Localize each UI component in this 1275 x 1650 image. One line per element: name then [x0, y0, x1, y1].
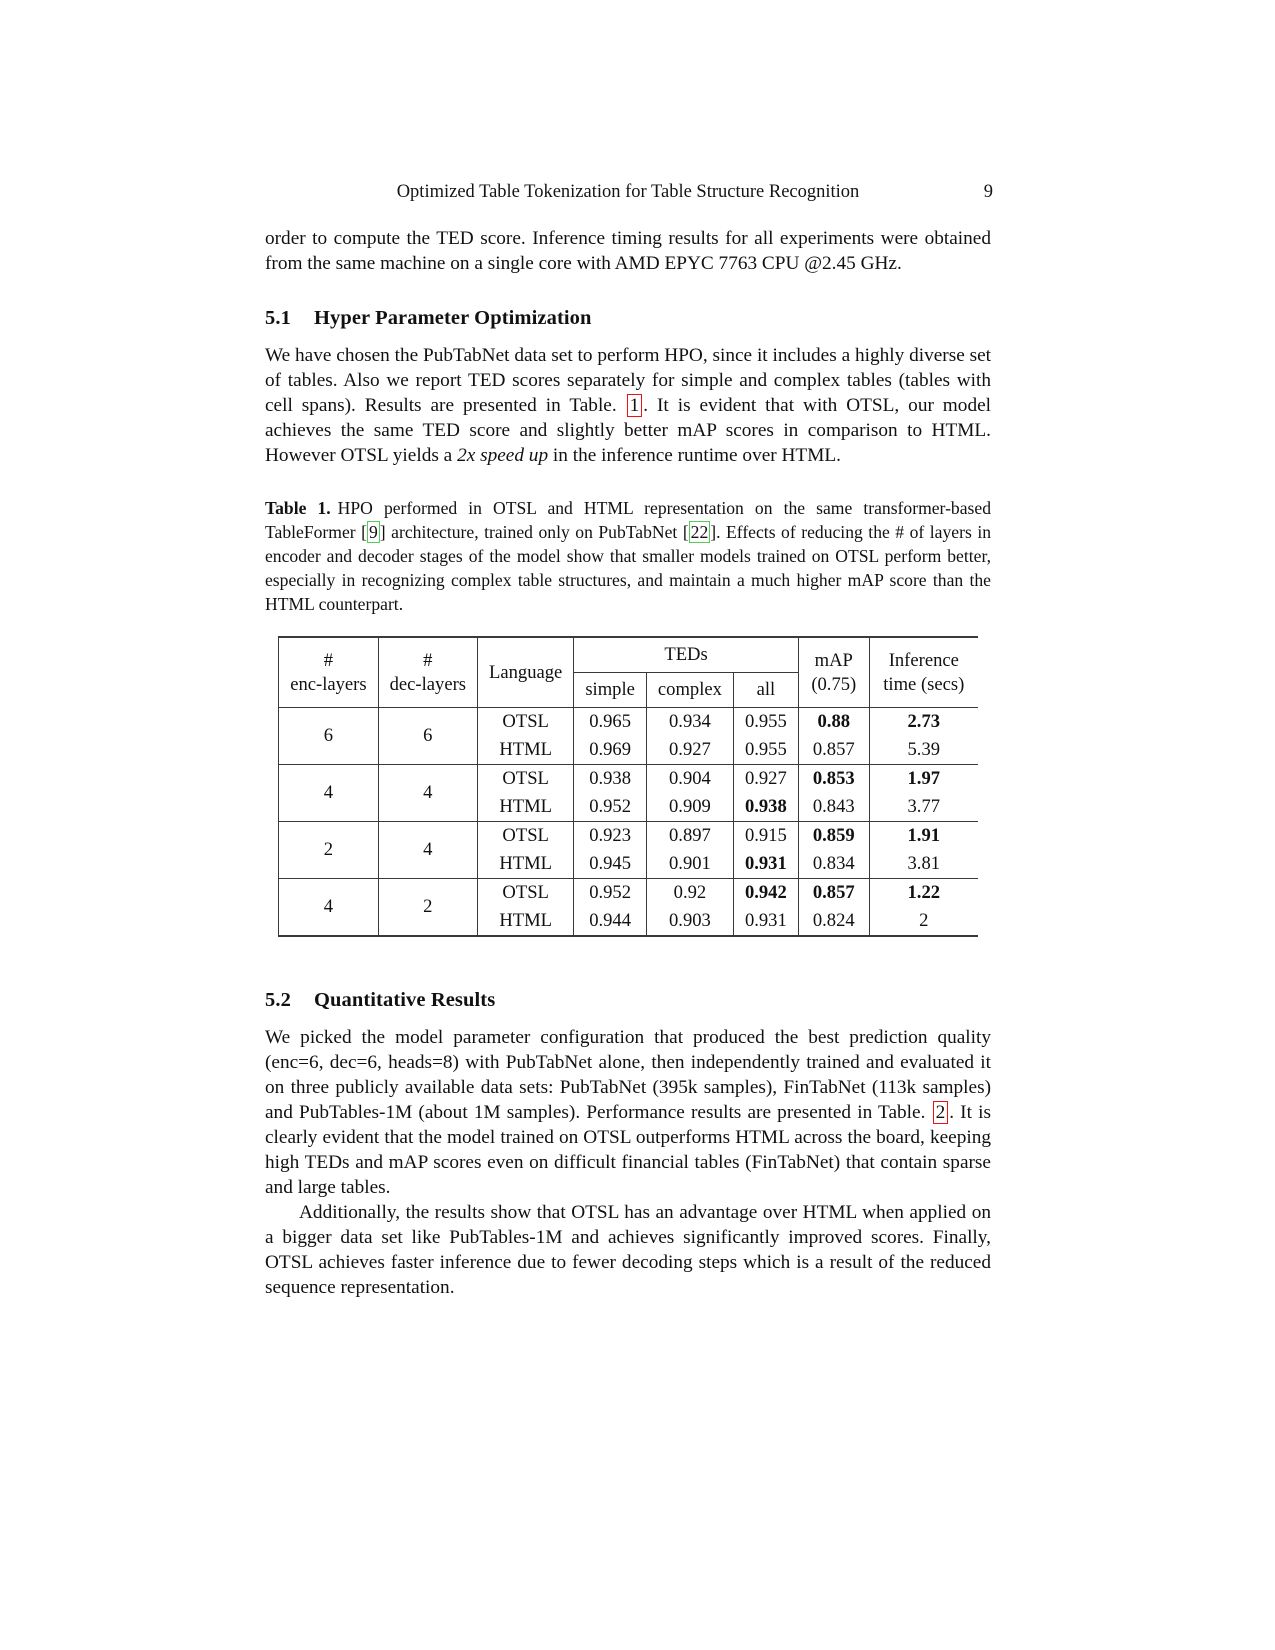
table1-wrap — [265, 636, 991, 937]
text-segment: architecture, trained only on PubTabNet — [385, 522, 683, 542]
cell-map: 0.88 — [798, 708, 869, 737]
cell-lang: OTSL — [478, 765, 574, 794]
cell-time: 1.22 — [869, 879, 978, 908]
text-column — [265, 181, 991, 1300]
cell-simple: 0.938 — [574, 765, 647, 794]
section-title: Quantitative Results — [313, 989, 496, 1011]
table-row — [279, 879, 978, 908]
running-head-title: Optimized Table Tokenization for Table Structure Recognition — [396, 182, 860, 202]
cell-dec-layers: 4 — [378, 765, 477, 822]
cell-complex: 0.927 — [646, 736, 733, 765]
cell-complex: 0.897 — [646, 822, 733, 851]
header-teds-all: all — [733, 673, 798, 708]
section-51-paragraph — [265, 343, 991, 468]
cell-dec-layers: 4 — [378, 822, 477, 879]
text-segment: . It is evident that with OTSL, our model achieves the same TED score and slightly better mAP scores in comparison to HTML. However OTSL yields a — [265, 395, 991, 466]
cell-complex: 0.934 — [646, 708, 733, 737]
results-table — [278, 636, 978, 937]
cell-time: 2.73 — [869, 708, 978, 737]
cell-map: 0.843 — [798, 793, 869, 822]
text-segment: ] — [379, 522, 386, 542]
table-ref-link[interactable]: 1 — [627, 394, 643, 417]
cell-lang: OTSL — [478, 822, 574, 851]
table-row — [279, 765, 978, 794]
table-header — [279, 637, 978, 708]
cell-complex: 0.909 — [646, 793, 733, 822]
cell-map: 0.857 — [798, 736, 869, 765]
cell-lang: HTML — [478, 793, 574, 822]
cell-enc-layers: 4 — [279, 879, 378, 937]
text-segment: . Effects of reducing the # of layers in encoder and decoder stages of the model show that smaller models trained on OTSL perform better, especially in recognizing complex table structures, and maintain a much higher mAP score than the HTML counterpart. — [265, 522, 992, 614]
cell-simple: 0.923 — [574, 822, 647, 851]
table-ref-link[interactable]: 2 — [933, 1101, 949, 1124]
cell-lang: HTML — [478, 850, 574, 879]
table-row — [279, 822, 978, 851]
cell-dec-layers: 6 — [378, 708, 477, 765]
section-title: Hyper Parameter Optimization — [313, 307, 592, 329]
text-segment: [ — [361, 522, 367, 542]
running-head — [265, 181, 991, 203]
section-number: 5.2 — [265, 989, 291, 1011]
text-segment: HPO performed in OTSL and HTML representation on the same transformer-based TableFormer — [265, 498, 991, 542]
cell-time: 2 — [869, 907, 978, 936]
cell-simple: 0.945 — [574, 850, 647, 879]
page-number: 9 — [983, 182, 993, 202]
cell-simple: 0.969 — [574, 736, 647, 765]
text-segment: . It is clearly evident that the model trained on OTSL outperforms HTML across the board, keeping high TEDs and mAP scores even on difficult financial tables (FinTabNet) that contain sparse and large tables. — [265, 1102, 991, 1198]
cell-time: 3.81 — [869, 850, 978, 879]
cell-enc-layers: 2 — [279, 822, 378, 879]
header-map: mAP (0.75) — [798, 637, 869, 708]
cell-simple: 0.952 — [574, 793, 647, 822]
cell-lang: HTML — [478, 907, 574, 936]
cell-enc-layers: 6 — [279, 708, 378, 765]
text-segment: [ — [682, 522, 689, 542]
text-segment: ] — [710, 522, 717, 542]
text-segment: Table 1. — [265, 498, 331, 518]
header-teds-simple: simple — [574, 673, 647, 708]
cell-all: 0.942 — [733, 879, 798, 908]
header-teds-complex: complex — [646, 673, 733, 708]
cell-all: 0.955 — [733, 736, 798, 765]
cell-simple: 0.944 — [574, 907, 647, 936]
cell-map: 0.834 — [798, 850, 869, 879]
cell-simple: 0.952 — [574, 879, 647, 908]
cell-complex: 0.903 — [646, 907, 733, 936]
header-teds: TEDs — [574, 637, 798, 673]
header-inference-time: Inference time (secs) — [869, 637, 978, 708]
section-heading-51 — [265, 307, 991, 330]
cell-map: 0.859 — [798, 822, 869, 851]
text-segment: 2x speed up — [457, 445, 549, 466]
cell-lang: OTSL — [478, 708, 574, 737]
cell-complex: 0.901 — [646, 850, 733, 879]
citation-link[interactable]: 22 — [690, 522, 709, 542]
citation-link[interactable]: 9 — [369, 522, 378, 542]
cell-complex: 0.904 — [646, 765, 733, 794]
header-dec-layers: # dec-layers — [378, 637, 477, 708]
cell-lang: HTML — [478, 736, 574, 765]
cell-all: 0.955 — [733, 708, 798, 737]
table1-caption — [265, 496, 991, 616]
cell-time: 5.39 — [869, 736, 978, 765]
header-language: Language — [478, 637, 574, 708]
cell-map: 0.857 — [798, 879, 869, 908]
table1-body — [279, 708, 978, 937]
header-enc-layers: # enc-layers — [279, 637, 378, 708]
text-segment: in the inference runtime over HTML. — [548, 445, 841, 466]
cell-all: 0.931 — [733, 907, 798, 936]
cell-time: 1.91 — [869, 822, 978, 851]
cell-map: 0.824 — [798, 907, 869, 936]
cell-time: 1.97 — [869, 765, 978, 794]
cell-all: 0.915 — [733, 822, 798, 851]
intro-paragraph: order to compute the TED score. Inference timing results for all experiments were obtained from the same machine on a single core with AMD EPYC 7763 CPU @2.45 GHz. — [265, 228, 991, 274]
table-row — [279, 708, 978, 737]
cell-simple: 0.965 — [574, 708, 647, 737]
cell-dec-layers: 2 — [378, 879, 477, 937]
cell-lang: OTSL — [478, 879, 574, 908]
section-heading-52 — [265, 989, 991, 1012]
cell-complex: 0.92 — [646, 879, 733, 908]
cell-map: 0.853 — [798, 765, 869, 794]
section-number: 5.1 — [265, 307, 291, 329]
cell-all: 0.927 — [733, 765, 798, 794]
text-segment: We picked the model parameter configuration that produced the best prediction quality (enc=6, dec=6, heads=8) with PubTabNet alone, then independently trained and evaluated it on three publicly available data sets: PubTabNet (395k samples), FinTabNet (113k samples) and PubTables-1M (about 1M samples). Performance results are presented in Table. — [265, 1027, 991, 1123]
cell-enc-layers: 4 — [279, 765, 378, 822]
text-segment: We have chosen the PubTabNet data set to perform HPO, since it includes a highly diverse set of tables. Also we report TED scores separately for simple and complex tables (tables with cell spans). Results are presented in Table. — [265, 345, 991, 416]
cell-all: 0.931 — [733, 850, 798, 879]
section-52-paragraph-1 — [265, 1025, 991, 1200]
cell-time: 3.77 — [869, 793, 978, 822]
cell-all: 0.938 — [733, 793, 798, 822]
section-52-paragraph-2: Additionally, the results show that OTSL has an advantage over HTML when applied on a bigger data set like PubTables-1M and achieves significantly improved scores. Finally, OTSL achieves faster inference due to fewer decoding steps which is a result of the reduced sequence representation. — [265, 1202, 991, 1298]
